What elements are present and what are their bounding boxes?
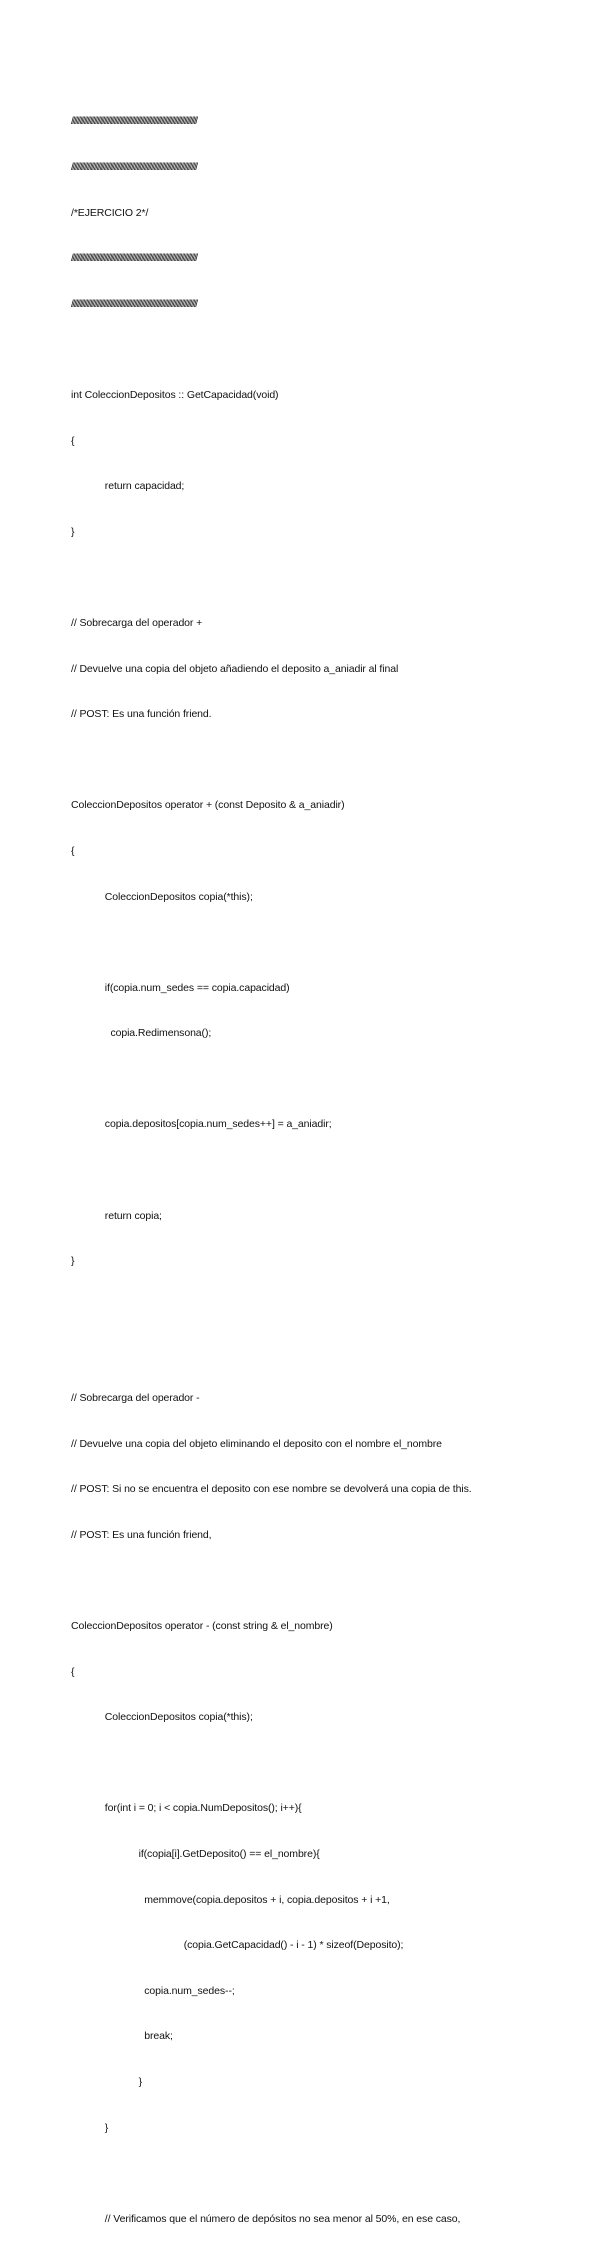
code-line: ColeccionDepositos copia(*this);: [71, 890, 253, 903]
code-line: copia.depositos[copia.num_sedes++] = a_aniadir;: [71, 1118, 332, 1131]
code-line: [71, 1072, 591, 1087]
code-line: (copia.GetCapacidad() - i - 1) * sizeof(Deposito);: [71, 1939, 404, 1952]
code-comment-line: // Sobrecarga del operador +: [71, 616, 203, 629]
code-line: for(int i = 0; i < copia.NumDepositos(); i++){: [71, 1802, 302, 1815]
comment-separator-line: ////////////////////////////////////////////////////////////////////////////////////////: [71, 116, 197, 128]
comment-separator-line: ////////////////////////////////////////////////////////////////////////////////////////: [71, 162, 197, 173]
code-line: if(copia[i].GetDeposito() == el_nombre){: [71, 1847, 320, 1860]
code-line: [71, 1756, 591, 1771]
code-line: ColeccionDepositos copia(*this);: [71, 1711, 253, 1724]
code-line: return copia;: [71, 1209, 162, 1222]
code-line: ColeccionDepositos operator + (const Deposito & a_aniadir): [71, 799, 345, 812]
code-line: ColeccionDepositos operator - (const string & el_nombre): [71, 1620, 333, 1632]
code-line: break;: [71, 2030, 173, 2043]
code-line: {: [71, 844, 75, 857]
code-comment-line: // Devuelve una copia del objeto añadiendo el deposito a_aniadir al final: [71, 662, 399, 675]
code-line: int ColeccionDepositos :: GetCapacidad(void): [71, 388, 279, 401]
exercise-heading: /*EJERCICIO 2*/: [71, 206, 149, 219]
code-line: [71, 1573, 591, 1588]
code-line: }: [71, 525, 75, 538]
code-line: [71, 1345, 591, 1360]
code-comment-line: // Devuelve una copia del objeto eliminando el deposito con el nombre el_nombre: [71, 1437, 442, 1450]
comment-separator-line: ////////////////////////////////////////////////////////////////////////////////////////: [71, 253, 197, 265]
code-line: {: [71, 434, 75, 447]
code-listing: [71, 84, 591, 2257]
code-line: [71, 342, 591, 357]
code-line: copia.num_sedes--;: [71, 1984, 235, 1997]
code-line: [71, 753, 591, 768]
code-line: [71, 570, 591, 585]
code-line: copia.Redimensona();: [71, 1027, 212, 1040]
code-line: }: [71, 1255, 75, 1268]
code-comment-line: // POST: Es una función friend.: [71, 708, 212, 721]
code-comment-line: // POST: Si no se encuentra el deposito con ese nombre se devolverá una copia de this.: [71, 1483, 472, 1496]
code-line: return capacidad;: [71, 480, 185, 493]
code-line: {: [71, 1665, 75, 1678]
code-comment-line: // Verificamos que el número de depósitos no sea menor al 50%, en ese caso,: [71, 2212, 461, 2225]
code-comment-line: // POST: Es una función friend,: [71, 1528, 212, 1541]
code-line: memmove(copia.depositos + i, copia.depositos + i +1,: [71, 1893, 390, 1906]
code-comment-line: // Sobrecarga del operador -: [71, 1392, 200, 1405]
code-line: }: [71, 2075, 143, 2088]
code-line: [71, 935, 591, 950]
code-line: [71, 1163, 591, 1178]
comment-separator-line: ////////////////////////////////////////////////////////////////////////////////////////: [71, 298, 197, 310]
code-line: if(copia.num_sedes == copia.capacidad): [71, 981, 290, 994]
code-line: [71, 1300, 591, 1315]
code-line: }: [71, 2121, 109, 2134]
code-line: [71, 2166, 591, 2181]
